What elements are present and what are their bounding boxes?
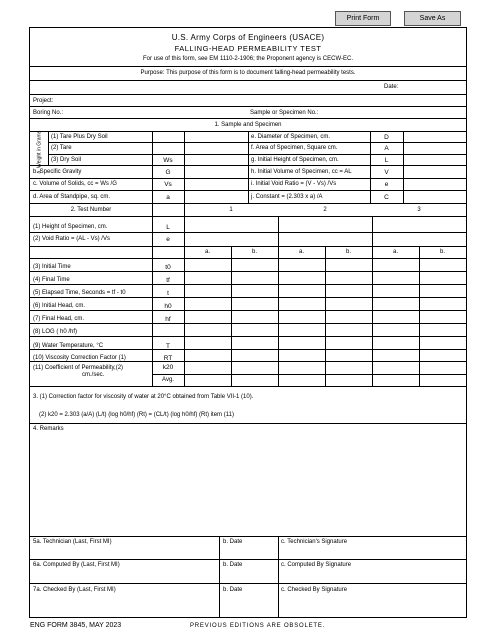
remarks-label: 4. Remarks: [33, 426, 64, 432]
s2-sym-7: RT: [163, 355, 173, 362]
test-1-header: 1: [229, 207, 233, 213]
s1-right-sym-0: D: [384, 134, 389, 141]
subcol-3b: b.: [439, 249, 445, 255]
s1-left-sym-2: Ws: [163, 157, 173, 164]
s1-right-sym-2: L: [384, 157, 389, 164]
sig-7c: c. Checked By Signature: [281, 587, 348, 593]
s2-sym-0: t0: [165, 264, 171, 271]
form-body: [29, 27, 467, 618]
agency-title: U.S. Army Corps of Engineers (USACE): [171, 33, 325, 42]
sample-field[interactable]: [325, 107, 465, 117]
purpose-text: This purpose of this form is to document falling-head permeability tests.: [166, 70, 356, 76]
project-label: Project:: [33, 98, 54, 104]
s1-left-4: c. Volume of Solids, cc = Ws /G: [33, 181, 117, 187]
s1-left-0: (1) Tare Plus Dry Soil: [51, 134, 108, 140]
boring-label: Boring No.:: [33, 110, 64, 116]
s1-right-sym-1: A: [384, 145, 389, 152]
remarks-field[interactable]: [32, 435, 464, 535]
section1-title: 1. Sample and Specimen: [214, 122, 282, 128]
s2-row-1: (4) Final Time: [33, 277, 70, 283]
print-form-button[interactable]: Print Form: [335, 11, 391, 26]
date-field[interactable]: [405, 82, 465, 94]
s2-sym-2: t: [167, 290, 169, 297]
s2-top-0: (1) Height of Specimen, cm.: [33, 224, 108, 230]
form-title: FALLING-HEAD PERMEABILITY TEST: [174, 44, 322, 53]
s2-sym-1: tf: [166, 277, 170, 284]
subcol-2b: b.: [345, 249, 351, 255]
s1-right-sym-3: V: [384, 169, 389, 176]
s2-sym-4: hf: [165, 316, 171, 323]
sig-7a: 7a. Checked By (Last, First MI): [33, 587, 116, 593]
sig-6a: 6a. Computed By (Last, First MI): [33, 562, 120, 568]
weight-grams-label: a. Weight in Grams: [36, 130, 43, 174]
test-number-label: 2. Test Number: [70, 207, 112, 213]
sig-5c: c. Technician's Signature: [281, 539, 348, 545]
s2-sym-3: h0: [164, 303, 172, 310]
subcol-3a: a.: [392, 249, 398, 255]
note-1: 3. (1) Correction factor for viscosity of water at 20°C obtained from Table VII-1 (10).: [33, 394, 254, 400]
sig-5b: b. Date: [223, 539, 243, 545]
editions-note: PREVIOUS EDITIONS ARE OBSOLETE.: [190, 623, 326, 629]
s2-top-sym-0: L: [166, 224, 170, 231]
s2-top-sym-1: e: [166, 236, 170, 243]
sample-label: Sample or Specimen No.:: [250, 110, 319, 116]
s1-right-5: j. Constant = (2.303 x a) /A: [251, 194, 323, 200]
s2-row-8: (11) Coefficient of Permeability,(2): [33, 365, 124, 371]
s1-right-2: g. Initial Height of Specimen, cm.: [251, 157, 339, 163]
s1-right-1: f. Area of Specimen, Square cm.: [251, 145, 338, 151]
s1-left-3: b. Specific Gravity: [33, 169, 82, 175]
form-use-note: For use of this form, see EM 1110-2-1906; the Proponent agency is CECW-EC.: [142, 56, 354, 62]
s1-left-sym-3: G: [165, 169, 171, 176]
s1-right-sym-4: e: [384, 181, 389, 188]
purpose-label: Purpose:: [140, 70, 165, 76]
date-label: Date:: [384, 84, 399, 90]
s2-row-2: (5) Elapsed Time, Seconds = tf - t0: [33, 290, 126, 296]
sig-6b: b. Date: [223, 562, 243, 568]
save-as-button[interactable]: Save As: [404, 11, 461, 26]
s1-left-5: d. Area of Standpipe, sq. cm.: [33, 194, 111, 200]
sig-5a: 5a. Technician (Last, First MI): [33, 539, 112, 545]
s1-right-3: h. Initial Volume of Specimen, cc = AL: [251, 169, 352, 175]
sig-7b: b. Date: [223, 587, 243, 593]
subcol-1a: a.: [204, 249, 210, 255]
subcol-2a: a.: [298, 249, 304, 255]
s2-row-6: (9) Water Temperature, °C: [33, 343, 104, 349]
s2-row-5: (8) LOG ( h0 /hf): [33, 329, 78, 335]
s2-row-3: (6) Initial Head, cm.: [33, 303, 86, 309]
purpose-line: [30, 70, 466, 77]
subcol-1b: b.: [251, 249, 257, 255]
s1-right-0: e. Diameter of Specimen, cm.: [251, 134, 331, 140]
avg-label: Avg.: [162, 377, 174, 383]
form-number: ENG FORM 3845, MAY 2023: [30, 622, 122, 629]
s1-right-sym-5: C: [384, 194, 389, 201]
sig-6c: c. Computed By Signature: [281, 562, 352, 568]
s1-left-sym-5: a: [166, 194, 170, 201]
s2-row-0: (3) Initial Time: [33, 264, 71, 270]
s1-left-1: (2) Tare: [51, 145, 72, 151]
s2-row-4: (7) Final Head, cm.: [33, 316, 85, 322]
s2-top-1: (2) Void Ratio = (AL - Vs) /Vs: [33, 236, 110, 242]
boring-field[interactable]: [70, 107, 210, 117]
s1-right-4: i. Initial Void Ratio = (V - Vs) /Vs: [251, 181, 337, 187]
s1-left-2: (3) Dry Soil: [51, 157, 82, 163]
test-3-header: 3: [417, 207, 421, 213]
project-field[interactable]: [58, 95, 464, 106]
s2-row-7: (10) Viscosity Correction Factor (1): [33, 355, 126, 361]
note-2: (2) k20 = 2.303 (a/A) (L/t) (log h0/hf) (Rt) = (CL/t) (log h0/hf) (Rt) item (11): [39, 412, 234, 418]
s1-left-sym-4: Vs: [164, 181, 172, 188]
s2-sym-8: k20: [162, 364, 174, 371]
perm-units: cm./sec.: [82, 372, 105, 378]
test-2-header: 2: [323, 207, 327, 213]
s2-sym-6: T: [166, 343, 170, 350]
